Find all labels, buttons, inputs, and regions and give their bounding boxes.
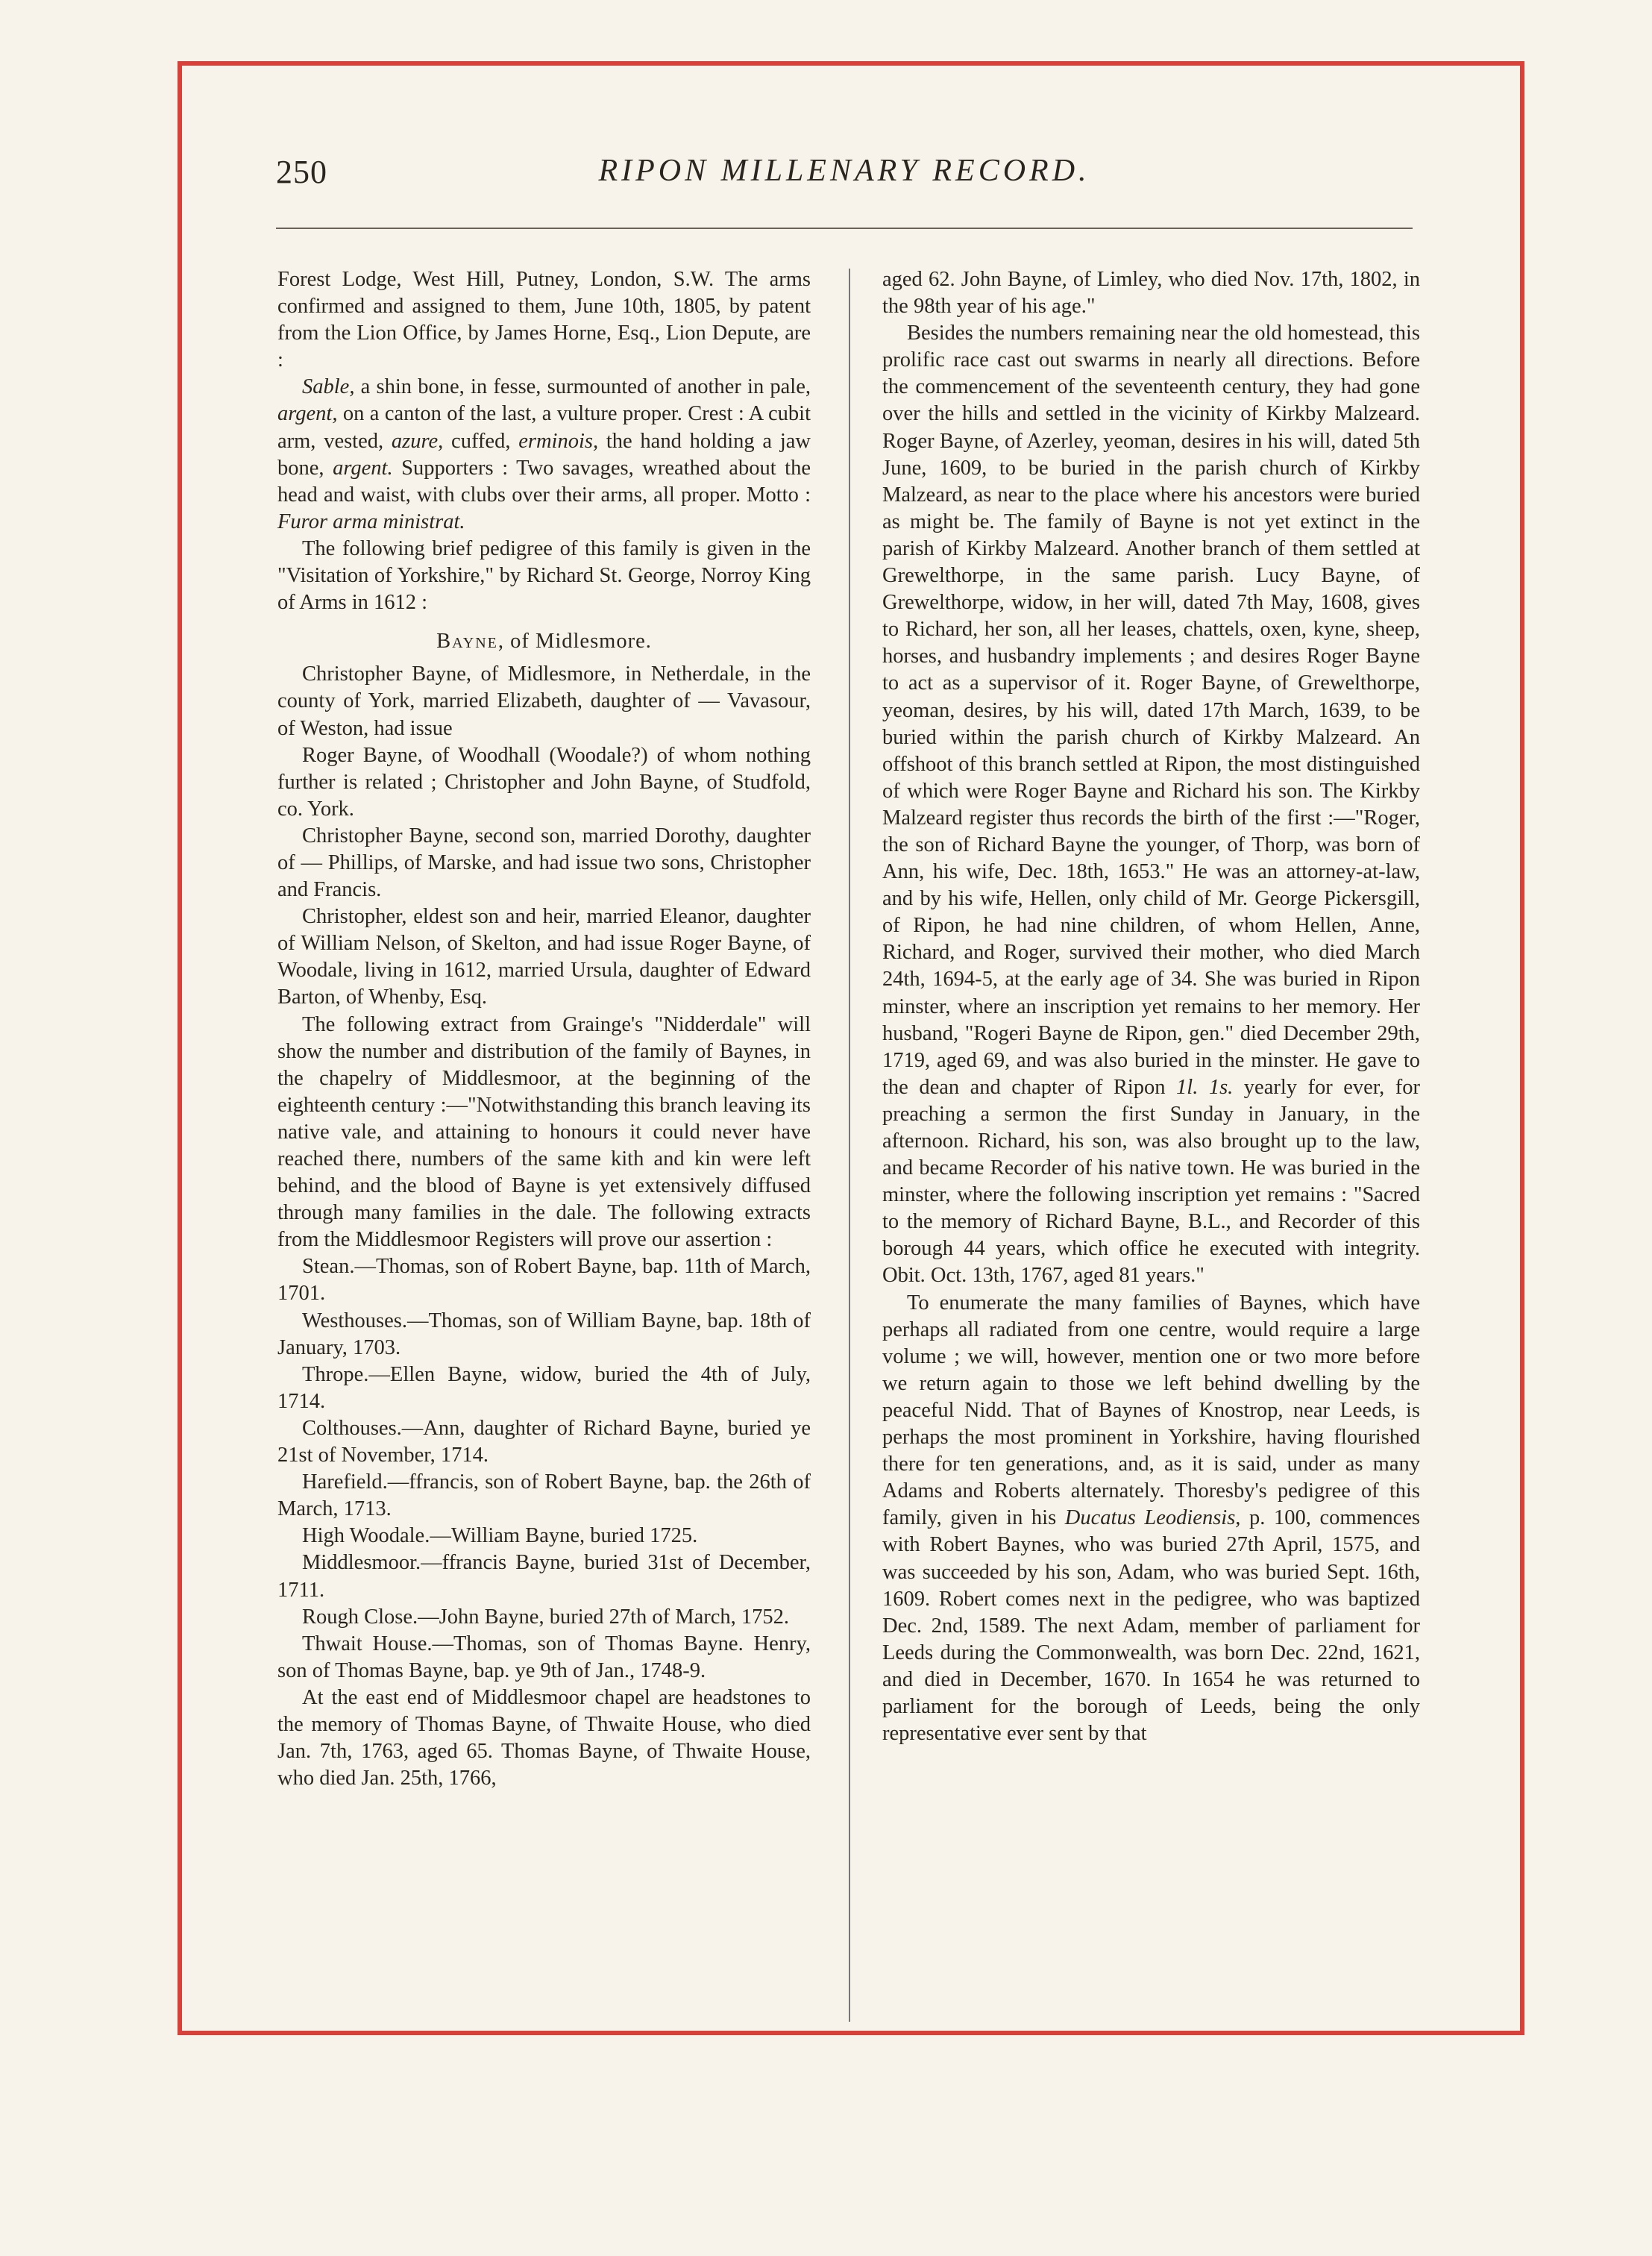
italic-term: erminois,: [518, 429, 599, 453]
text-run: cuffed,: [443, 429, 519, 453]
register-entry: High Woodale.—William Bayne, buried 1725.: [302, 1524, 698, 1548]
italic-term: argent.: [333, 456, 393, 480]
text-run: on a canton of the last, a vulture proper. Crest : A cubit arm, vested,: [277, 402, 811, 453]
register-entry: Colthouses.—Ann, daughter of Richard Bayne, buried ye 21st of November, 1714.: [277, 1416, 811, 1467]
paragraph: aged 62. John Bayne, of Limley, who died Nov. 17th, 1802, in the 98th year of his age.": [882, 268, 1420, 319]
header-rule: [276, 228, 1413, 229]
italic-term: azure,: [391, 429, 444, 453]
column-divider: [849, 269, 850, 2022]
register-entry: Westhouses.—Thomas, son of William Bayne, bap. 18th of January, 1703.: [277, 1309, 811, 1359]
text-run: p. 100, commences with Robert Baynes, who was buried 27th April, 1575, and was succeeded by his son, Adam, who was buried Sept. 16th, 1609. Robert comes next in the pedigree, who was baptized Dec. 2nd, 1589. The next Adam, member of parliament for Leeds during the Commonwealth, was born Dec. 22nd, 1621, and died in December, 1670. In 1654 he was returned to parliament for the borough of Leeds, being the only representative ever sent by that: [882, 1506, 1420, 1746]
paragraph: Christopher Bayne, second son, married Dorothy, daughter of — Phillips, of Marske, and had issue two sons, Christopher and Francis.: [277, 824, 811, 902]
paragraph: Forest Lodge, West Hill, Putney, London, S.W. The arms confirmed and assigned to them, June 10th, 1805, by patent from the Lion Office, by James Horne, Esq., Lion Depute, are :: [277, 268, 811, 372]
paragraph: [882, 320, 1420, 1289]
paragraph: Christopher Bayne, of Midlesmore, in Netherdale, in the county of York, married Elizabeth, daughter of — Vavasour, of Weston, had issue: [277, 662, 811, 740]
paragraph: At the east end of Middlesmoor chapel are headstones to the memory of Thomas Bayne, of Thwaite House, who died Jan. 7th, 1763, aged 65. Thomas Bayne, of Thwaite House, who died Jan. 25th, 1766,: [277, 1685, 811, 1790]
right-column: [882, 266, 1420, 1747]
heading-name: Bayne: [436, 630, 498, 654]
register-entry: Thwait House.—Thomas, son of Thomas Bayne. Henry, son of Thomas Bayne, bap. ye 9th of Jan., 1748-9.: [277, 1632, 811, 1682]
register-entry: Middlesmoor.—ffrancis Bayne, buried 31st of December, 1711.: [277, 1551, 811, 1602]
section-heading: [277, 628, 811, 655]
heading-rest: , of Midlesmore.: [497, 630, 652, 654]
paragraph: Christopher, eldest son and heir, married Eleanor, daughter of William Nelson, of Skelton, and had issue Roger Bayne, of Woodale, living in 1612, married Ursula, daughter of Edward Barton, of Whenby, Esq.: [277, 905, 811, 1009]
text-run: Supporters : Two savages, wreathed about the head and waist, with clubs over their arms, all proper. Motto :: [277, 456, 811, 507]
paragraph: The following brief pedigree of this family is given in the "Visitation of Yorkshire," by Richard St. George, Norroy King of Arms in 1612 :: [277, 536, 811, 615]
register-entry: Thrope.—Ellen Bayne, widow, buried the 4th of July, 1714.: [277, 1362, 811, 1413]
text-run: yearly for ever, for preaching a sermon the first Sunday in January, in the afternoon. Richard, his son, was also brought up to the law, and became Recorder of his native town. He was buried in the minster, where the following inscription yet remains : "Sacred to the memory of Richard Bayne, B.L., and Recorder of this borough 44 years, which office he executed with integrity. Obit. Oct. 13th, 1767, aged 81 years.": [882, 1075, 1421, 1288]
blazon-paragraph: [277, 374, 811, 536]
page-header: [276, 153, 1413, 198]
register-entry: Stean.—Thomas, son of Robert Bayne, bap. 11th of March, 1701.: [277, 1255, 811, 1306]
text-run: Besides the numbers remaining near the old homestead, this prolific race cast out swarms in nearly all directions. Before the commencement of the seventeenth century, they had gone over the hills and settled in the vicinity of Kirkby Malzeard. Roger Bayne, of Azerley, yeoman, desires in his will, dated 5th June, 1609, to be buried in the parish church of Kirkby Malzeard, as near to the place where his ancestors were buried as might be. The family of Bayne is not yet extinct in the parish of Kirkby Malzeard. Another branch of them settled at Grewelthorpe, in the same parish. Lucy Bayne, of Grewelthorpe, widow, in her will, dated 7th May, 1608, gives to Richard, her son, all her leases, chattels, oxen, kyne, sheep, horses, and husbandry implements ; and desires Roger Bayne to act as a supervisor of it. Roger Bayne, of Grewelthorpe, yeoman, desires, by his will, dated 17th March, 1639, to be buried within the parish church of Kirkby Malzeard. An offshoot of this branch settled at Ripon, the most distinguished of which were Roger Bayne and Richard his son. The Kirkby Malzeard register thus records the birth of the first :—"Roger, the son of Richard Bayne the younger, of Thorp, was born of Ann, his wife, Dec. 18th, 1653." He was an attorney-at-law, and by his wife, Hellen, only child of Mr. George Pickersgill, of Ripon, he had nine children, of whom Hellen, Anne, Richard, and Roger, survived their mother, who died March 24th, 1694-5, at the early age of 34. She was buried in Ripon minster, where an inscription yet remains to her memory. Her husband, "Rogeri Bayne de Ripon, gen." died December 29th, 1719, aged 69, and was also buried in the minster. He gave to the dean and chapter of Ripon: [882, 322, 1420, 1099]
paragraph: The following extract from Grainge's "Nidderdale" will show the number and distribution of the family of Baynes, in the chapelry of Middlesmoor, at the beginning of the eighteenth century :—"Notwithstanding this branch leaving its native vale, and attaining to honours it could never have reached there, numbers of the same kith and kin were left behind, and the blood of Bayne is yet extensively diffused through many families in the dale. The following extracts from the Middlesmoor Registers will prove our assertion :: [277, 1012, 811, 1252]
text-run: To enumerate the many families of Baynes, which have perhaps all radiated from one centre, would require a large volume ; we will, however, mention one or two more before we return again to those we left behind dwelling by the peaceful Nidd. That of Baynes of Knostrop, near Leeds, is perhaps the most prominent in Yorkshire, having flourished there for ten generations, and, as it is said, under as many Adams and Roberts alternately. Thoresby's pedigree of this family, given in his: [882, 1291, 1420, 1530]
motto: Furor arma ministrat.: [277, 510, 465, 533]
text-run: the hand holding a jaw bone,: [277, 429, 811, 480]
page-number: 250: [276, 154, 327, 190]
running-title: RIPON MILLENARY RECORD.: [598, 154, 1090, 188]
italic-term: argent,: [277, 402, 338, 426]
register-entry: Harefield.—ffrancis, son of Robert Bayne, bap. the 26th of March, 1713.: [277, 1470, 811, 1521]
italic-term: 1l. 1s.: [1176, 1075, 1234, 1099]
paragraph: [882, 1290, 1420, 1748]
left-column: [277, 266, 811, 1792]
register-entry: Rough Close.—John Bayne, buried 27th of March, 1752.: [302, 1605, 790, 1629]
italic-title: Ducatus Leodiensis,: [1064, 1506, 1241, 1530]
text-run: a shin bone, in fesse, surmounted of another in pale,: [354, 375, 811, 399]
paragraph: Roger Bayne, of Woodhall (Woodale?) of whom nothing further is related ; Christopher and John Bayne, of Studfold, co. York.: [277, 743, 811, 821]
italic-term: Sable,: [302, 375, 355, 399]
